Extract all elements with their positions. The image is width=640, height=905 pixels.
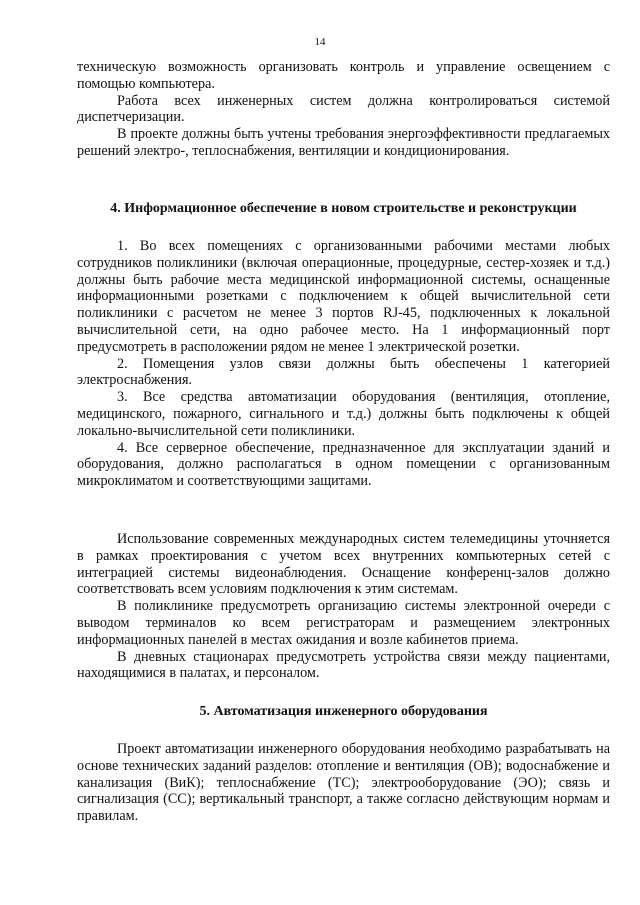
automation-paragraph: Проект автоматизации инженерного оборудования необходимо разрабатывать на основе технических заданий разделов: отопление и вентиляция (ОВ); водоснабжение и канализация (ВиК); теплоснабжение (ТС); электрооборудование (ЭО); связь и сигнализация (СС); вертикальный транспорт, а также согласно действующим нормам и правилам. bbox=[77, 741, 610, 825]
page-number: 14 bbox=[314, 36, 326, 48]
section-5-block bbox=[77, 741, 610, 825]
intro-paragraph-1: техническую возможность организовать контроль и управление освещением с помощью компьютера. bbox=[77, 59, 610, 92]
section-4-paragraphs bbox=[77, 531, 610, 682]
queue-paragraph: В поликлинике предусмотреть организацию системы электронной очереди с выводом терминалов ко всем регистраторам и размещением электронных информационных панелей в местах ожидания и возле кабинетов приема. bbox=[77, 598, 610, 648]
intro-paragraph-2: Работа всех инженерных систем должна контролироваться системой диспетчеризации. bbox=[77, 92, 610, 126]
list-item: 4. Все серверное обеспечение, предназначенное для эксплуатации зданий и оборудования, должно располагаться в одном помещении с организованным микроклиматом и соответствующими защитами. bbox=[77, 439, 610, 490]
section-4-heading: 4. Информационное обеспечение в новом строительстве и реконструкции bbox=[110, 201, 577, 216]
intro-block bbox=[77, 59, 610, 160]
section-4-items bbox=[77, 238, 610, 490]
section-5-heading: 5. Автоматизация инженерного оборудования bbox=[199, 704, 488, 719]
telemedicine-paragraph: Использование современных международных систем телемедицины уточняется в рамках проектирования с учетом всех внутренних компьютерных сетей с интеграцией системы видеонаблюдения. Оснащение конференц-залов должно соответствовать всем условиям подключения к этим системам. bbox=[77, 531, 610, 598]
list-item: 2. Помещения узлов связи должны быть обеспечены 1 категорией электроснабжения. bbox=[77, 355, 610, 389]
list-item: 3. Все средства автоматизации оборудования (вентиляция, отопление, медицинского, пожарного, сигнального и т.д.) должны быть подключены к общей локально-вычислительной сети поликлиники. bbox=[77, 389, 610, 439]
list-item: 1. Во всех помещениях с организованными рабочими местами любых сотрудников поликлиники (включая операционные, процедурные, сестер-хозяек и т.д.) должны быть рабочие места медицинской информационной системы, оснащенные информационными розетками с подключением к общей вычислительной сети поликлиники с расчетом не менее 3 портов RJ-45, подключенных к локальной вычислительной сети, на одно рабочее место. На 1 информационный порт предусмотреть в расположении рядом не менее 1 электрической розетки. bbox=[77, 238, 610, 355]
intro-paragraph-3: В проекте должны быть учтены требования энергоэффективности предлагаемых решений электро-, теплоснабжения, вентиляции и кондиционирования. bbox=[77, 126, 610, 159]
day-hospital-paragraph: В дневных стационарах предусмотреть устройства связи между пациентами, находящимися в палатах, и персоналом. bbox=[77, 648, 610, 682]
